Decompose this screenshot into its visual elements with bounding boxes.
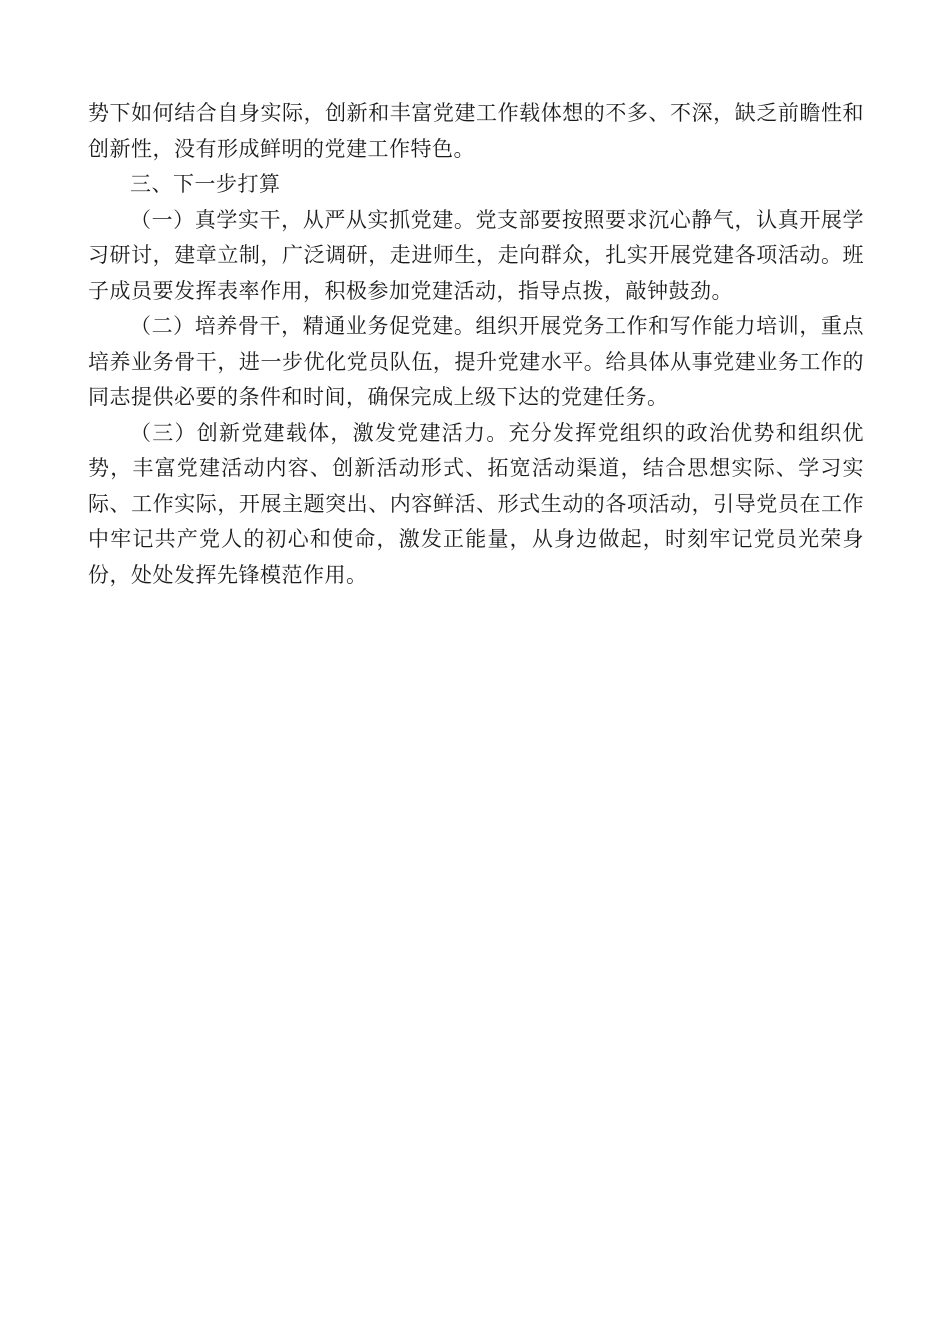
paragraph-continuation: 势下如何结合自身实际，创新和丰富党建工作载体想的不多、不深，缺乏前瞻性和创新性，没有形成鲜明的党建工作特色。 bbox=[88, 101, 864, 161]
document-page bbox=[88, 96, 864, 593]
section-heading-next-steps: 三、下一步打算 bbox=[130, 172, 281, 196]
paragraph-item-2: （二）培养骨干，精通业务促党建。组织开展党务工作和写作能力培训，重点培养业务骨干，进一步优化党员队伍，提升党建水平。给具体从事党建业务工作的同志提供必要的条件和时间，确保完成上级下达的党建任务。 bbox=[88, 314, 864, 409]
paragraph-item-1: （一）真学实干，从严从实抓党建。党支部要按照要求沉心静气，认真开展学习研讨，建章立制，广泛调研，走进师生，走向群众，扎实开展党建各项活动。班子成员要发挥表率作用，积极参加党建活动，指导点拨，敲钟鼓劲。 bbox=[88, 207, 864, 303]
paragraph-item-3: （三）创新党建载体，激发党建活力。充分发挥党组织的政治优势和组织优势，丰富党建活动内容、创新活动形式、拓宽活动渠道，结合思想实际、学习实际、工作实际，开展主题突出、内容鲜活、形式生动的各项活动，引导党员在工作中牢记共产党人的初心和使命，激发正能量，从身边做起，时刻牢记党员光荣身份，处处发挥先锋模范作用。 bbox=[88, 420, 864, 587]
